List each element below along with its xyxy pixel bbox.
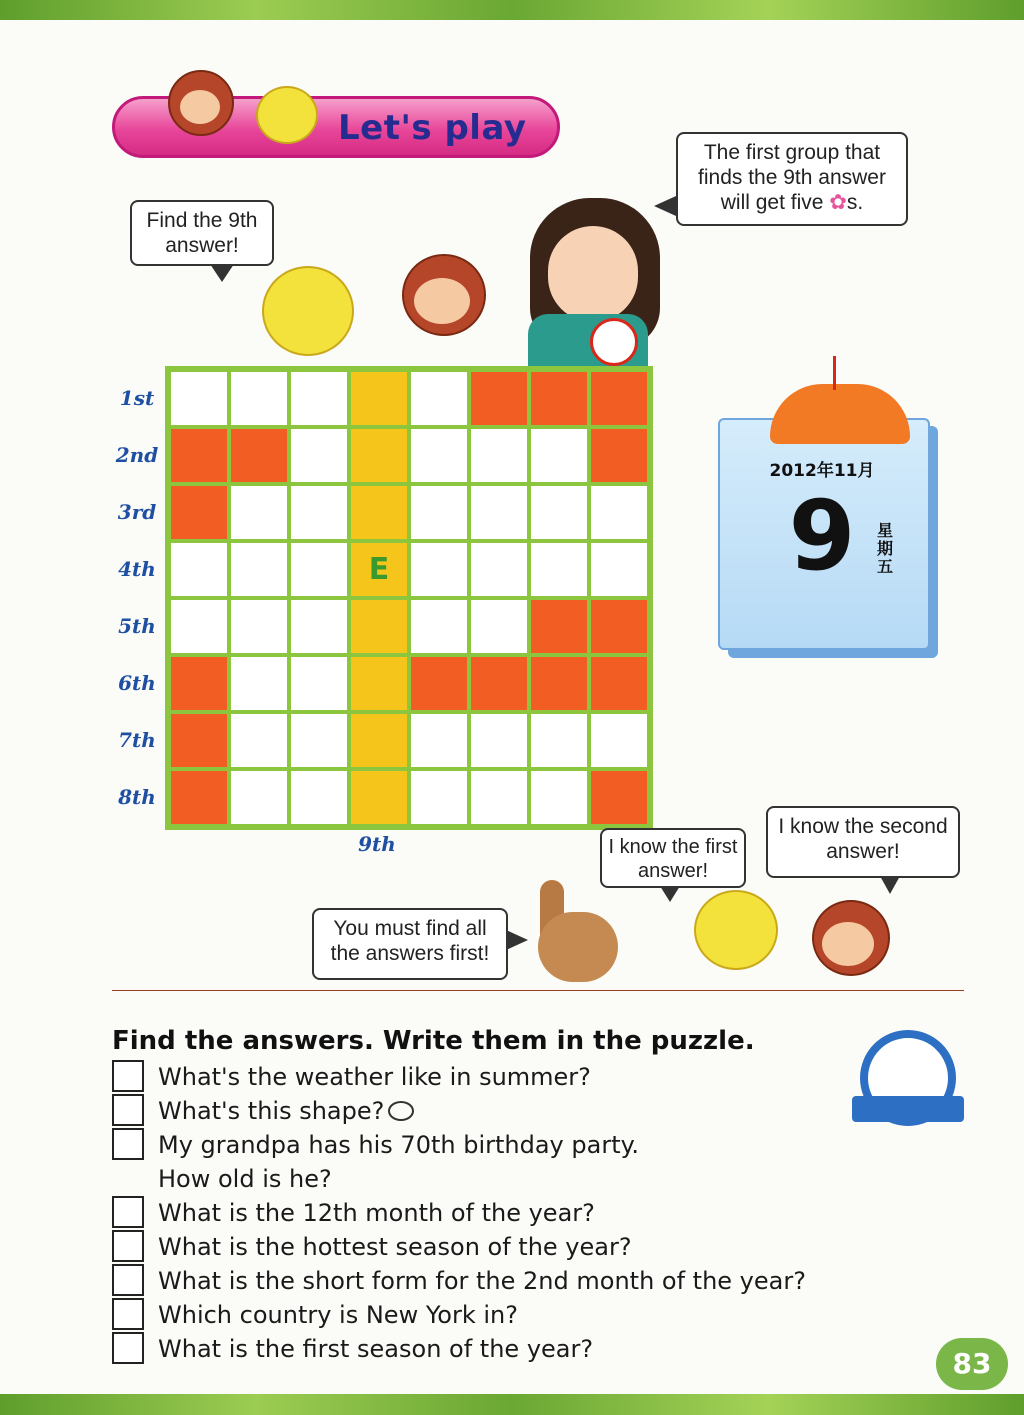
calendar-clip (770, 384, 910, 444)
grid-cell-blank[interactable] (289, 598, 349, 655)
grid-cell-blank[interactable] (469, 427, 529, 484)
grid-cell-filled (589, 769, 649, 826)
answer-number-box[interactable] (112, 1230, 144, 1262)
question-item (112, 1060, 912, 1094)
grid-cell-blank[interactable] (529, 769, 589, 826)
question-item (112, 1298, 912, 1332)
grid-cell-filled (469, 370, 529, 427)
bubble-text-end: s. (846, 191, 864, 214)
row-label: 6th (118, 671, 156, 695)
grid-cell-filled (589, 427, 649, 484)
answer-number-box[interactable] (112, 1128, 144, 1160)
grid-cell-filled (589, 598, 649, 655)
alarm-clock-icon (590, 318, 638, 366)
grid-cell-blank[interactable] (529, 712, 589, 769)
grid-cell-answer-column[interactable] (349, 598, 409, 655)
grid-cell-blank[interactable] (469, 712, 529, 769)
row-label: 2nd (115, 443, 159, 467)
bubble-tail (506, 930, 528, 950)
top-decorative-band (0, 0, 1024, 20)
row-label: 7th (118, 728, 156, 752)
speech-bubble-must-find (312, 908, 508, 980)
page-title: Let's play (338, 108, 527, 148)
cat-character-icon (694, 890, 778, 970)
grid-cell-blank[interactable] (469, 769, 529, 826)
page-number: 83 (936, 1338, 1008, 1390)
grid-cell-blank[interactable] (169, 370, 229, 427)
grid-cell-blank[interactable] (409, 598, 469, 655)
grid-cell-filled (529, 655, 589, 712)
grid-cell-blank[interactable] (529, 541, 589, 598)
speech-bubble-know-first (600, 828, 746, 888)
calendar-year-month: 2012年11月 (769, 461, 875, 481)
grid-cell-blank[interactable] (229, 712, 289, 769)
grid-cell-filled (169, 655, 229, 712)
grid-cell-blank[interactable] (589, 712, 649, 769)
grid-cell-answer-column[interactable] (349, 655, 409, 712)
grid-cell-given-letter[interactable]: E (349, 541, 409, 598)
grid-cell-filled (409, 655, 469, 712)
exercise-instruction: Find the answers. Write them in the puzzle. (112, 1026, 755, 1056)
question-text: My grandpa has his 70th birthday party. How old is he? (158, 1131, 640, 1193)
flower-icon: ✿ (829, 191, 847, 214)
grid-cell-blank[interactable] (409, 370, 469, 427)
grid-cell-blank[interactable] (409, 712, 469, 769)
rabbit-character-icon (538, 912, 618, 982)
cat-character-icon (256, 86, 318, 144)
grid-cell-blank[interactable] (409, 427, 469, 484)
question-text: What's this shape? (158, 1097, 385, 1125)
grid-cell-blank[interactable] (409, 541, 469, 598)
grid-cell-blank[interactable] (589, 484, 649, 541)
bubble-tail (210, 264, 234, 282)
answer-number-box[interactable] (112, 1264, 144, 1296)
grid-cell-answer-column[interactable] (349, 769, 409, 826)
grid-cell-filled (229, 427, 289, 484)
grid-cell-blank[interactable] (409, 484, 469, 541)
bubble-text: You must find all the answers first! (330, 917, 490, 965)
grid-cell-blank[interactable] (169, 598, 229, 655)
grid-cell-blank[interactable] (229, 655, 289, 712)
question-text: What is the first season of the year? (158, 1335, 594, 1363)
grid-cell-blank[interactable] (169, 541, 229, 598)
grid-cell-answer-column[interactable] (349, 484, 409, 541)
bubble-tail (654, 196, 676, 216)
grid-cell-filled (529, 598, 589, 655)
question-item (112, 1128, 912, 1196)
speech-bubble-find-ninth (130, 200, 274, 266)
bubble-tail (880, 876, 900, 894)
bubble-text: I know the second answer! (778, 815, 948, 863)
grid-cell-blank[interactable] (589, 541, 649, 598)
cat-character-icon (262, 266, 354, 356)
grid-cell-blank[interactable] (229, 769, 289, 826)
grid-cell-blank[interactable] (529, 484, 589, 541)
grid-cell-blank[interactable] (289, 712, 349, 769)
monkey-face-icon (822, 922, 874, 966)
row-label: 8th (118, 785, 156, 809)
grid-cell-blank[interactable] (289, 370, 349, 427)
question-item (112, 1094, 912, 1128)
girl-character-face (548, 226, 638, 322)
question-item (112, 1230, 912, 1264)
grid-cell-blank[interactable] (289, 655, 349, 712)
grid-cell-blank[interactable] (469, 484, 529, 541)
grid-cell-blank[interactable] (229, 598, 289, 655)
grid-cell-blank[interactable] (289, 541, 349, 598)
grid-cell-blank[interactable] (289, 484, 349, 541)
grid-cell-blank[interactable] (229, 541, 289, 598)
section-divider (112, 990, 964, 991)
answer-number-box[interactable] (112, 1060, 144, 1092)
row-label: 4th (118, 557, 156, 581)
question-text: Which country is New York in? (158, 1301, 518, 1329)
question-item (112, 1264, 912, 1298)
grid-cell-answer-column[interactable] (349, 712, 409, 769)
bubble-text: Find the 9th answer! (146, 209, 258, 257)
grid-cell-blank[interactable] (229, 370, 289, 427)
grid-cell-filled (589, 370, 649, 427)
question-text: What's the weather like in summer? (158, 1063, 591, 1091)
bottom-decorative-band (0, 1394, 1024, 1415)
grid-cell-blank[interactable] (289, 427, 349, 484)
grid-cell-blank[interactable] (289, 769, 349, 826)
calendar-weekday: 星期五 (876, 521, 893, 576)
grid-cell-filled (589, 655, 649, 712)
question-text: What is the hottest season of the year? (158, 1233, 632, 1261)
row-label: 1st (119, 386, 155, 410)
grid-cell-answer-column[interactable] (349, 427, 409, 484)
row-label: 5th (118, 614, 156, 638)
answer-number-box[interactable] (112, 1332, 144, 1364)
question-text: What is the short form for the 2nd month of the year? (158, 1267, 806, 1295)
speech-bubble-know-second (766, 806, 960, 878)
grid-cell-blank[interactable] (529, 427, 589, 484)
grid-cell-blank[interactable] (229, 484, 289, 541)
grid-cell-filled (469, 655, 529, 712)
grid-cell-filled (169, 427, 229, 484)
grid-cell-filled (529, 370, 589, 427)
answer-number-box[interactable] (112, 1196, 144, 1228)
question-list (112, 1060, 912, 1366)
grid-cell-blank[interactable] (469, 541, 529, 598)
grid-cell-blank[interactable] (469, 598, 529, 655)
bubble-text: I know the first answer! (608, 836, 738, 882)
answer-number-box[interactable] (112, 1298, 144, 1330)
question-item (112, 1196, 912, 1230)
grid-cell-blank[interactable] (409, 769, 469, 826)
answer-number-box[interactable] (112, 1094, 144, 1126)
question-item (112, 1332, 912, 1366)
question-text: What is the 12th month of the year? (158, 1199, 595, 1227)
row-label: 3rd (117, 500, 157, 524)
calendar-pin (833, 356, 836, 390)
bubble-tail (660, 886, 680, 902)
monkey-face-icon (180, 90, 220, 124)
monkey-face-icon (414, 278, 470, 324)
crossword-grid (165, 366, 653, 830)
badge-ribbon (852, 1096, 964, 1122)
column-label: 9th (358, 832, 396, 856)
grid-cell-answer-column[interactable] (349, 370, 409, 427)
grid-cell-filled (169, 484, 229, 541)
speech-bubble-first-group (676, 132, 908, 226)
grid-cell-filled (169, 712, 229, 769)
bubble-text: The first group that finds the 9th answer will get five (698, 141, 886, 214)
oval-shape-icon (388, 1101, 414, 1121)
grid-cell-filled (169, 769, 229, 826)
calendar-day: 9 (788, 480, 856, 592)
